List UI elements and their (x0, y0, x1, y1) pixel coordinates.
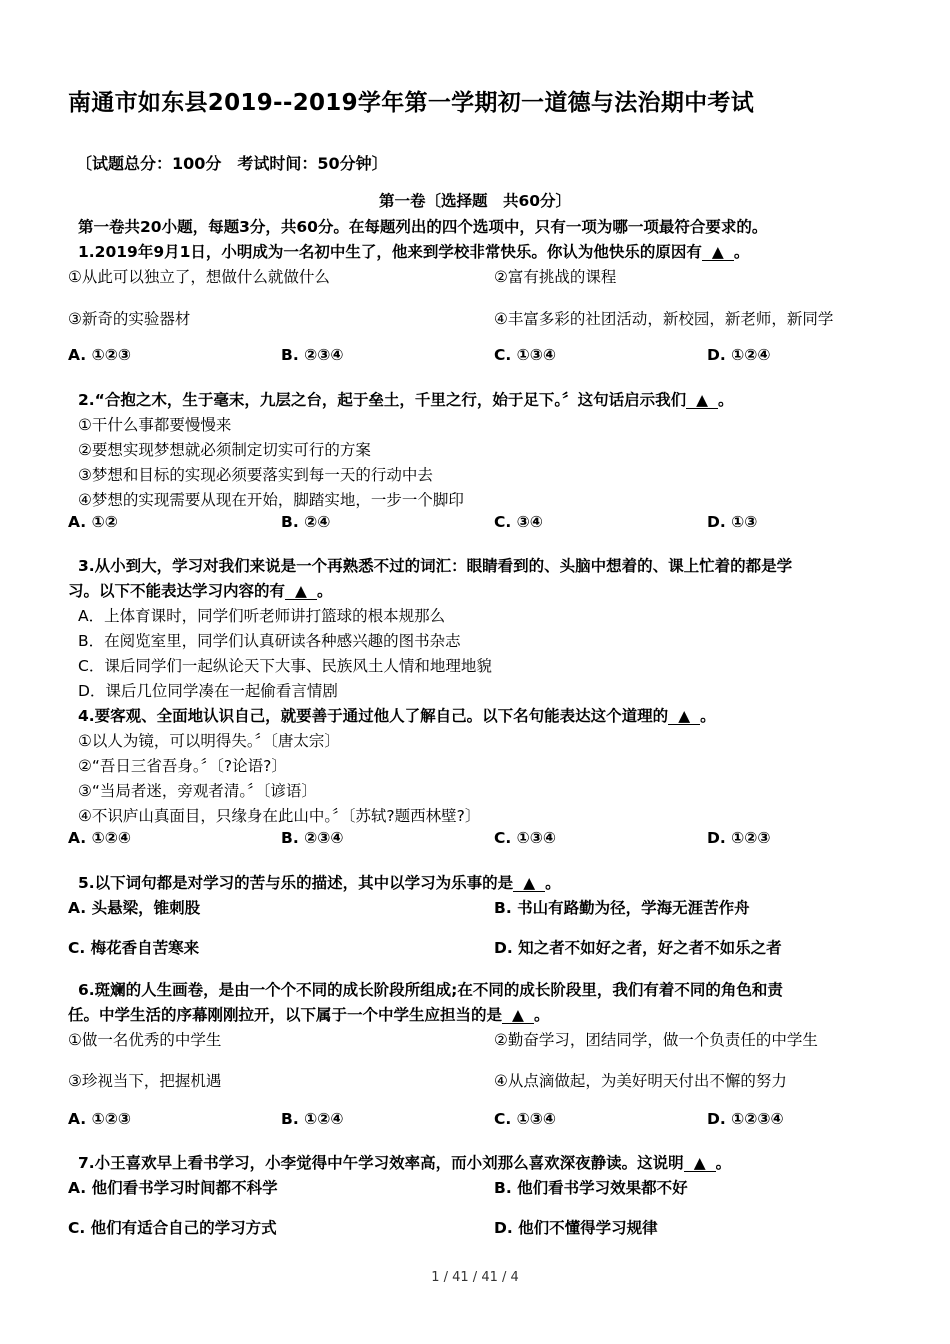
question-6-text: 任。中学生活的序幕刚刚拉开，以下属于一个中学生应担当的是 (68, 1006, 503, 1024)
q5-choice-c: C. 梅花香自苦寒来 (68, 939, 200, 957)
q4-choice-b: B. ②③④ (281, 829, 344, 847)
q4-item-4: ④不识庐山真面目，只缘身在此山中。〞〔苏轼?题西林壁?〕 (78, 807, 481, 825)
q1-choice-b: B. ②③④ (281, 346, 344, 364)
stem-period: 。 (715, 1154, 732, 1172)
q2-choice-b: B. ②④ (281, 513, 331, 531)
triangle-icon: ▲ (295, 582, 307, 600)
answer-blank (285, 583, 317, 600)
stem-period: 。 (316, 582, 333, 600)
q3-option-b: B．在阅览室里，同学们认真研读各种感兴趣的图书杂志 (78, 632, 461, 650)
q3-option-d: D．课后几位同学凑在一起偷看言情剧 (78, 682, 338, 700)
q1-choice-c: C. ①③④ (494, 346, 557, 364)
question-3-stem-line1: 3.从小到大，学习对我们来说是一个再熟悉不过的词汇：眼睛看到的、头脑中想着的、课上忙着的都是学 (78, 557, 793, 575)
q4-item-3: ③“当局者迷，旁观者清。〞〔谚语〕 (78, 782, 317, 800)
q2-item-2: ②要想实现梦想就必须制定切实可行的方案 (78, 441, 371, 459)
q1-item-3: ③新奇的实验器材 (68, 310, 191, 328)
stem-period: 。 (718, 391, 734, 409)
triangle-icon: ▲ (693, 1154, 706, 1172)
question-5-stem (78, 871, 561, 893)
q1-item-4: ④丰富多彩的社团活动，新校园，新老师，新同学 (494, 310, 834, 328)
question-3-stem-line2 (68, 579, 332, 601)
q2-item-4: ④梦想的实现需要从现在开始，脚踏实地，一步一个脚印 (78, 491, 464, 509)
triangle-icon: ▲ (512, 1006, 524, 1024)
section-instruction: 第一卷共20小题，每题3分，共60分。在每题列出的四个选项中，只有一项为哪一项最符合要求的。 (78, 218, 768, 236)
q4-choice-c: C. ①③④ (494, 829, 557, 847)
stem-period: 。 (545, 874, 561, 892)
q7-choice-b: B. 他们看书学习效果都不好 (494, 1179, 688, 1197)
q6-item-2: ②勤奋学习，团结同学，做一个负责任的中学生 (494, 1031, 818, 1049)
q2-choice-d: D. ①③ (707, 513, 758, 531)
q6-choice-b: B. ①②④ (281, 1110, 344, 1128)
q6-choice-a: A. ①②③ (68, 1110, 131, 1128)
triangle-icon: ▲ (711, 243, 724, 261)
q4-item-2: ②“吾日三省吾身。〞〔?论语?〕 (78, 757, 287, 775)
q6-item-3: ③珍视当下，把握机遇 (68, 1072, 222, 1090)
question-3-text: 习。以下不能表达学习内容的有 (68, 582, 286, 600)
q7-choice-c: C. 他们有适合自己的学习方式 (68, 1219, 277, 1237)
q5-choice-b: B. 书山有路勤为径，学海无涯苦作舟 (494, 899, 750, 917)
stem-period: 。 (733, 243, 750, 261)
q6-item-1: ①做一名优秀的中学生 (68, 1031, 222, 1049)
q1-item-2: ②富有挑战的课程 (494, 268, 617, 286)
page-footer: 1 / 41 / 41 / 4 (431, 1270, 519, 1285)
question-7-text: 7.小王喜欢早上看书学习，小李觉得中午学习效率高，而小刘那么喜欢深夜静读。这说明 (78, 1154, 684, 1172)
triangle-icon: ▲ (678, 707, 691, 725)
stem-period: 。 (533, 1006, 550, 1024)
q4-item-1: ①以人为镜，可以明得失。〞〔唐太宗〕 (78, 732, 340, 750)
question-1-text: 1.2019年9月1日，小明成为一名初中生了，他来到学校非常快乐。你认为他快乐的原因有 (78, 243, 702, 261)
answer-blank (502, 1007, 534, 1024)
q6-choice-d: D. ①②③④ (707, 1110, 784, 1128)
exam-title: 南通市如东县2019--2019学年第一学期初一道德与法治期中考试 (68, 90, 755, 116)
q1-choice-a: A. ①②③ (68, 346, 131, 364)
question-1-stem (78, 240, 749, 262)
q5-choice-d: D. 知之者不如好之者，好之者不如乐之者 (494, 939, 782, 957)
question-4-text: 4.要客观、全面地认识自己，就要善于通过他人了解自己。以下名句能表达这个道理的 (78, 707, 669, 725)
triangle-icon: ▲ (696, 391, 709, 409)
section-heading: 第一卷〔选择题 共60分〕 (378, 192, 572, 210)
q2-choice-a: A. ①② (68, 513, 118, 531)
q3-option-c: C．课后同学们一起纵论天下大事、民族风土人情和地理地貌 (78, 657, 492, 675)
answer-blank (684, 1155, 716, 1172)
q6-item-4: ④从点滴做起，为美好明天付出不懈的努力 (494, 1072, 787, 1090)
question-2-text: 2.“合抱之木，生于毫末，九层之台，起于垒土，千里之行，始于足下。〞这句话启示我们 (78, 391, 687, 409)
q6-choice-c: C. ①③④ (494, 1110, 557, 1128)
question-6-stem-line2 (68, 1003, 549, 1025)
answer-blank (513, 875, 545, 892)
answer-blank (702, 244, 734, 261)
answer-blank (686, 392, 718, 409)
q7-choice-a: A. 他们看书学习时间都不科学 (68, 1179, 278, 1197)
q2-choice-c: C. ③④ (494, 513, 543, 531)
q4-choice-a: A. ①②④ (68, 829, 131, 847)
q2-item-1: ①干什么事都要慢慢来 (78, 416, 232, 434)
q4-choice-d: D. ①②③ (707, 829, 771, 847)
q7-choice-d: D. 他们不懂得学习规律 (494, 1219, 658, 1237)
triangle-icon: ▲ (523, 874, 536, 892)
stem-period: 。 (700, 707, 716, 725)
question-7-stem (78, 1151, 731, 1173)
question-4-stem (78, 704, 716, 726)
answer-blank (668, 708, 700, 725)
q3-option-a: A．上体育课时，同学们听老师讲打篮球的根本规那么 (78, 607, 446, 625)
question-6-stem-line1: 6.斑斓的人生画卷，是由一个个不同的成长阶段所组成;在不同的成长阶段里，我们有着不同的角色和责 (78, 981, 783, 999)
q5-choice-a: A. 头悬梁，锥刺股 (68, 899, 201, 917)
q1-item-1: ①从此可以独立了，想做什么就做什么 (68, 268, 330, 286)
q1-choice-d: D. ①②④ (707, 346, 771, 364)
q2-item-3: ③梦想和目标的实现必须要落实到每一天的行动中去 (78, 466, 433, 484)
question-2-stem (78, 388, 734, 410)
exam-info: 〔试题总分：100分 考试时间：50分钟〕 (76, 154, 388, 173)
question-5-text: 5.以下词句都是对学习的苦与乐的描述，其中以学习为乐事的是 (78, 874, 514, 892)
